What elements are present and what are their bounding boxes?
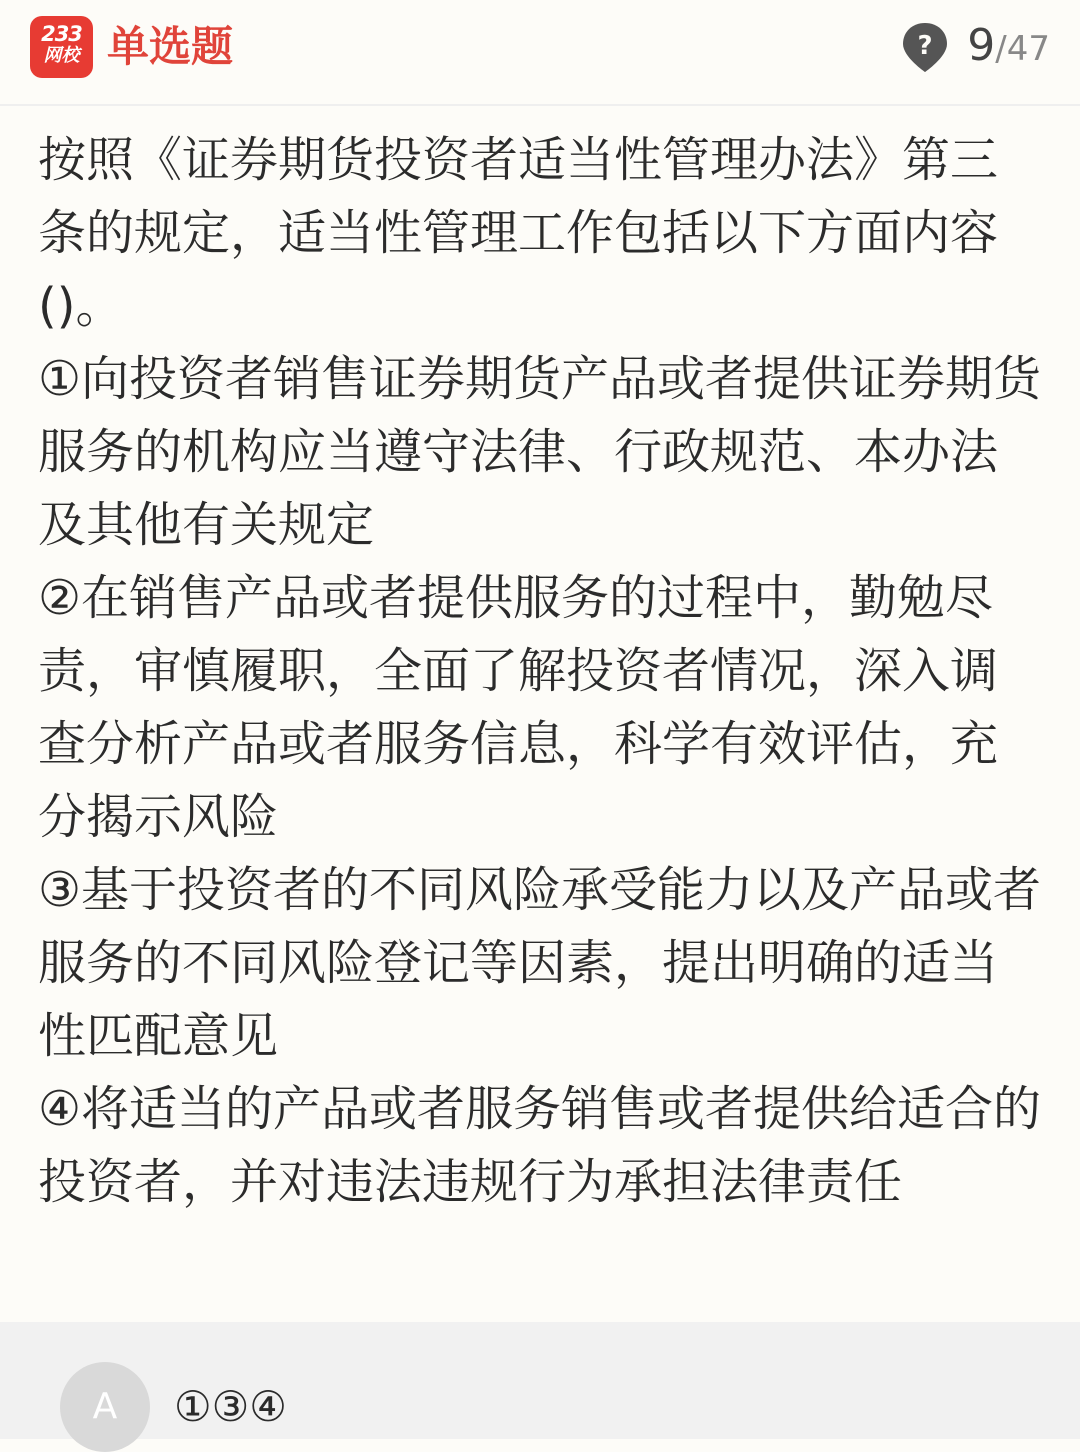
question-statement-2: ②在销售产品或者提供服务的过程中，勤勉尽责，审慎履职，全面了解投资者情况，深入调查分析产品或者服务信息，科学有效评估，充分揭示风险 [38,570,999,845]
current-question-number: 9 [967,20,996,71]
logo-text-wangxiao: 网校 [43,45,80,66]
counter-separator: / [995,29,1007,69]
option-a[interactable] [0,1322,1080,1439]
question-mark-pin-icon[interactable] [898,20,952,74]
question-statement-4: ④将适当的产品或者服务销售或者提供给适合的投资者，并对违法违规行为承担法律责任 [38,1081,1042,1210]
option-a-text: ①③④ [174,1382,287,1431]
top-bar [0,0,1080,106]
total-question-count: 47 [1006,29,1050,69]
option-a-letter[interactable]: A [60,1362,150,1452]
question-stem: 按照《证券期货投资者适当性管理办法》第三条的规定，适当性管理工作包括以下方面内容()。 [38,132,999,334]
question-statement-3: ③基于投资者的不同风险承受能力以及产品或者服务的不同风险登记等因素，提出明确的适当性匹配意见 [38,862,1042,1064]
question-type-title: 单选题 [107,22,234,71]
app-logo [30,16,93,78]
answer-options [0,1322,1080,1439]
svg-text:?: ? [917,31,933,61]
question-statement-1: ①向投资者销售证券期货产品或者提供证券期货服务的机构应当遵守法律、行政规范、本办法及其他有关规定 [38,351,1042,553]
question-counter [967,18,1050,83]
question-body [38,124,1043,1219]
logo-text-233: 233 [41,22,82,46]
